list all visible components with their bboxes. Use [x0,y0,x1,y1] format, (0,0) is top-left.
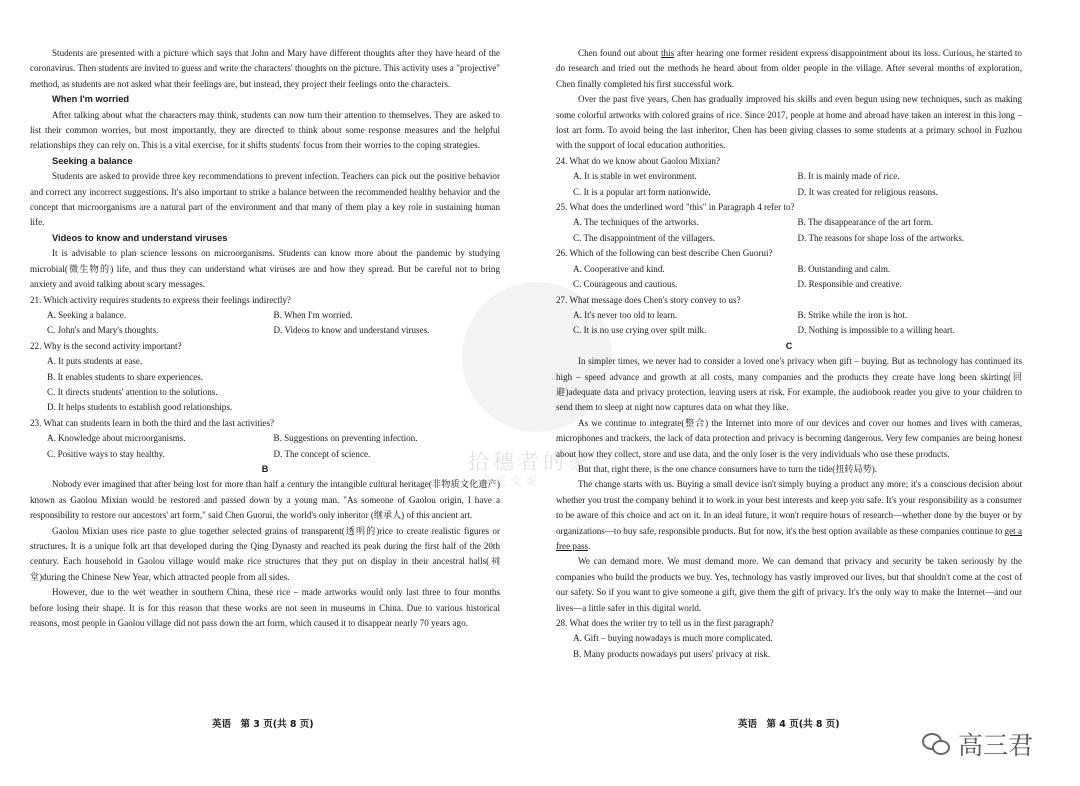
text-segment: after hearing one former resident express disappointment about its loss. Curious, he started to do research and tried out the methods he heard about from older people in the village. After several months of exploration, Chen finally completed his first successful work. [556,48,1022,89]
page-footer-right: 英语 第 4 页(共 8 页) [738,719,840,730]
brand-name: 高三君 [958,731,1034,760]
question-26: 26. Which of the following can best describe Chen Guorui? [556,248,773,259]
question-24-options [556,169,1022,200]
text-segment: Chen found out about [578,48,662,58]
question-25-options [556,215,1022,246]
intro-paragraph: Students are presented with a picture which says that John and Mary have different thoughts after they have heard of the coronavirus. Then students are invited to guess and write the characters' thoughts on the picture. This activity uses a "projective" method, as students are not asked what their feelings are, but instead, they project their feelings onto the characters. [30,48,500,89]
right-page [556,46,1022,662]
b-paragraph-1: Nobody ever imagined that after being lost for more than half a century the intangible cultural heritage(非物质文化遗产) known as Gaolou Mixian would be restored and passed down by a young man. "As someone of Gaolou origin, I have a responsibility to restore our ancestors' art form," said Chen Guorui, the world's only inheritor (继承人) of this ancient art. [30,479,500,521]
question-23-options [30,431,500,462]
heading-videos: Videos to know and understand viruses [52,232,228,243]
heading-balance: Seeking a balance [52,155,133,166]
section-b-title: B [261,463,269,474]
option[interactable]: A. Gift – buying nowadays is much more complicated. [573,633,773,644]
option[interactable]: C. Courageous and cautious. [573,279,678,290]
question-28-options [556,631,1022,662]
option[interactable]: C. The disappointment of the villagers. [573,232,716,243]
question-24: 24. What do we know about Gaolou Mixian? [556,155,720,166]
c-paragraph-3: But that, right there, is the one chance consumers have to turn the tide(扭转局势). [578,463,878,474]
option[interactable]: D. The reasons for shape loss of the artworks. [797,232,965,243]
option[interactable]: A. It's never too old to learn. [573,309,678,320]
option[interactable]: C. John's and Mary's thoughts. [47,325,159,336]
underlined-word: this [661,48,675,58]
option[interactable]: C. It is a popular art form nationwide. [573,186,711,197]
b-paragraph-2: Gaolou Mixian uses rice paste to glue together selected grains of transparent(透明的)rice to create realistic figures or structures. It is a unique folk art that developed during the Qing Dynasty and reached its peak during the first half of the 20th century. Each household in Gaolou village would make rice structures that they put on display in their ancestral halls(祠堂)during the Chinese New Year, which attracted people from all sides. [30,525,500,582]
option[interactable]: B. It enables students to share experiences. [47,371,204,382]
question-22: 22. Why is the second activity important? [30,340,182,351]
option[interactable]: B. Suggestions on preventing infection. [273,433,418,444]
question-26-options [556,262,1022,293]
option[interactable]: D. It helps students to establish good relationships. [47,402,233,413]
option[interactable]: C. Positive ways to stay healthy. [47,448,165,459]
option[interactable]: B. It is mainly made of rice. [797,171,900,182]
question-25: 25. What does the underlined word "this" in Paragraph 4 refer to? [556,202,795,213]
balance-paragraph: Students are asked to provide three key recommendations to prevent infection. Teachers can pick out the positive behavior and correct any incorrect suggestions. It's also important to strike a balance between the recommended healthy behavior and the concept that microorganisms are a natural part of the environment and that many of them play a key role in sustaining human life. [30,171,500,228]
option[interactable]: A. The techniques of the artworks. [573,217,699,228]
underlined-phrase: get a free pass [556,525,1022,551]
c-paragraph-2: As we continue to integrate(整合) the Internet into more of our devices and cover our homes and lives with cameras, microphones and trackers, the lack of data protection and privacy is becoming dangerous. Very few companies are being honest about how they collect, store and use data, and the only loser is the very individuals who use these products. [556,417,1022,459]
question-21-options [30,308,500,339]
option[interactable]: B. Many products nowadays put users' privacy at risk. [573,648,771,659]
option[interactable]: B. Outstanding and calm. [797,263,891,274]
option[interactable]: D. The concept of science. [273,448,371,459]
watermark-subtext: 全班文案 [480,474,541,488]
c-paragraph-5: We can demand more. We must demand more. We can demand that privacy and security be taken seriously by the companies who build the products we buy. Yes, technology has vastly improved our lives, but that shouldn't come at the cost of our safety. So if you want to give someone a gift, give them the gift of privacy. It's the only way to make the Internet—and our lives—a little safer in this digital world. [556,556,1022,613]
videos-paragraph: It is advisable to plan science lessons on microorganisms. Students can know more about the pandemic by studying microbial(微生物的) life, and thus they can understand what viruses are and how they spread. But be careful not to bring anxiety and avoid talking about scary messages. [30,248,500,290]
option[interactable]: A. It puts students at ease. [47,356,143,367]
option[interactable]: D. Responsible and creative. [797,279,902,290]
option[interactable]: C. It is no use crying over spilt milk. [573,325,707,336]
heading-worried: When I'm worried [52,94,130,105]
worried-paragraph: After talking about what the characters may think, students can now turn their attention to themselves. They are asked to list their common worries, but most importantly, they are directed to think about some response measures and the helpful relationships they can rely on. This is a vital exercise, for it shifts students' focus from their worries to the coping strategies. [30,109,500,151]
c-paragraph-4 [556,477,1022,554]
left-page [30,46,500,631]
question-21: 21. Which activity requires students to express their feelings indirectly? [30,294,291,305]
option[interactable]: A. Cooperative and kind. [573,263,665,274]
text-segment: The change starts with us. Buying a small device isn't simply buying a product any more; it's a conscious decision about whether you trust the company behind it to work in your best interests and keep you safe. It's your responsibility as a consumer to be aware of this choice and act on it. In an ideal future, it won't require hours of research—whether done by the buyer or by organizations—to buy safe, responsible products. But for now, it's the best option available as these companies continue to [556,479,1022,536]
option[interactable]: A. Knowledge about microorganisms. [47,433,186,444]
c-paragraph-1: In simpler times, we never had to consider a loved one's privacy when gift – buying. But as technology has continued its high – speed advance and growth at all costs, many companies and the products they create have long been skirting(回避)adequate data and privacy protection, leaving users at risk. For example, the audiobook reader you give to your children to send them to sleep at night now captures data on what they like. [556,356,1022,413]
section-c-title: C [785,340,793,351]
option[interactable]: D. Nothing is impossible to a willing heart. [797,325,955,336]
option[interactable]: D. Videos to know and understand viruses. [273,325,430,336]
watermark-text: 拾穗者的家 [468,450,593,474]
option[interactable]: B. When I'm worried. [273,309,353,320]
wechat-icon [922,731,952,757]
option[interactable]: C. It directs students' attention to the solutions. [47,386,218,397]
question-28: 28. What does the writer try to tell us in the first paragraph? [556,618,774,629]
question-22-options [30,354,500,416]
option[interactable]: A. It is stable in wet environment. [573,171,697,182]
option[interactable]: D. It was created for religious reasons. [797,186,938,197]
b-paragraph-4 [556,46,1022,92]
text-segment: . [588,541,591,551]
question-23: 23. What can students learn in both the third and the last activities? [30,417,275,428]
brand-badge [922,726,1033,762]
option[interactable]: B. Strike while the iron is hot. [797,309,908,320]
b-paragraph-5: Over the past five years, Chen has gradually improved his skills and even begun using new techniques, such as making some colorful artworks with colored grains of rice. Since 2017, people at home and abroad have taken an interest in this long – lost art form. To avoid being the last inheritor, Chen has been giving classes to some students at a primary school in Fuzhou with the support of local education authorities. [556,94,1022,151]
page-footer-left: 英语 第 3 页(共 8 页) [212,719,314,730]
question-27: 27. What message does Chen's story convey to us? [556,294,741,305]
option[interactable]: B. The disappearance of the art form. [797,217,934,228]
question-27-options [556,308,1022,339]
option[interactable]: A. Seeking a balance. [47,309,127,320]
b-paragraph-3: However, due to the wet weather in southern China, these rice – made artworks would only last three to four months before losing their shape. It is for this reason that these works are not seen in museums in China. Due to various historical reasons, most people in Gaolou village did not pass down the art form, which caused it to disappear nearly 70 years ago. [30,587,500,629]
